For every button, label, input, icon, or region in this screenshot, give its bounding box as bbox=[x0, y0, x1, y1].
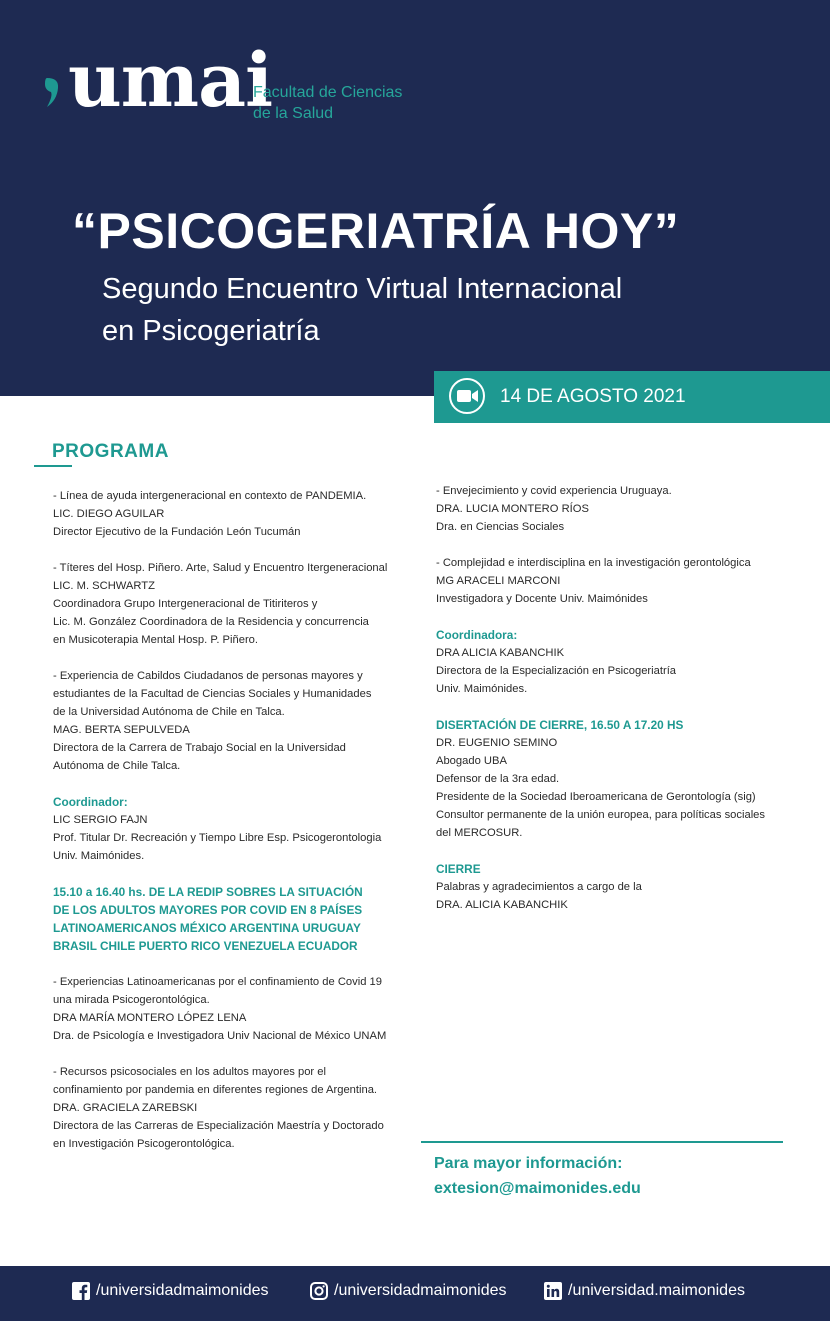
instagram-handle: /universidadmaimonides bbox=[334, 1282, 507, 1299]
program-text-line: una mirada Psicogerontológica. bbox=[53, 994, 210, 1006]
program-text-line: - Títeres del Hosp. Piñero. Arte, Salud y Encuentro Itergeneracional bbox=[53, 562, 388, 574]
program-text-line: DRA ALICIA KABANCHIK bbox=[436, 647, 565, 659]
program-text-line: Consultor permanente de la unión europea, para políticas sociales bbox=[436, 809, 765, 821]
coordinator-block bbox=[53, 793, 423, 865]
program-text-line: LIC. M. SCHWARTZ bbox=[53, 580, 155, 592]
program-text-line: Univ. Maimónides. bbox=[436, 683, 528, 695]
coordinator-heading: Coordinador: bbox=[53, 795, 128, 809]
program-text-line: Lic. M. González Coordinadora de la Residencia y concurrencia bbox=[53, 616, 369, 628]
program-text-line: DRA MARÍA MONTERO LÓPEZ LENA bbox=[53, 1012, 247, 1024]
linkedin-link[interactable] bbox=[544, 1281, 774, 1301]
program-text-line: Prof. Titular Dr. Recreación y Tiempo Libre Esp. Psicogerontologia bbox=[53, 832, 382, 844]
program-text-line: estudiantes de la Facultad de Ciencias Sociales y Humanidades bbox=[53, 688, 372, 700]
contact-label: Para mayor información: bbox=[434, 1155, 623, 1172]
program-text-line: - Envejecimiento y covid experiencia Uruguaya. bbox=[436, 485, 672, 497]
linkedin-icon bbox=[544, 1282, 562, 1300]
program-text-line: de la Universidad Autónoma de Chile en Talca. bbox=[53, 706, 285, 718]
program-text-line: Directora de la Carrera de Trabajo Social en la Universidad bbox=[53, 742, 346, 754]
section-heading-line: BRASIL CHILE PUERTO RICO VENEZUELA ECUADOR bbox=[53, 939, 358, 953]
subtitle-line: Segundo Encuentro Virtual Internacional bbox=[102, 273, 623, 305]
closing-lecture-block bbox=[436, 716, 806, 842]
instagram-icon bbox=[310, 1282, 328, 1300]
program-text-line: DR. EUGENIO SEMINO bbox=[436, 737, 558, 749]
redip-section bbox=[53, 883, 423, 1045]
facebook-link[interactable] bbox=[72, 1281, 292, 1301]
linkedin-handle: /universidad.maimonides bbox=[568, 1282, 745, 1299]
program-text-line: Dra. en Ciencias Sociales bbox=[436, 521, 565, 533]
coordinator-block bbox=[436, 626, 806, 698]
program-text-line: Dra. de Psicología e Investigadora Univ Nacional de México UNAM bbox=[53, 1030, 387, 1042]
section-heading-line: LATINOAMERICANOS MÉXICO ARGENTINA URUGUAY bbox=[53, 921, 361, 935]
program-item bbox=[436, 554, 806, 608]
program-heading: PROGRAMA bbox=[52, 441, 169, 462]
logo-comma-icon bbox=[44, 76, 60, 108]
closing-heading: CIERRE bbox=[436, 862, 481, 876]
program-item bbox=[53, 667, 423, 775]
program-text-line: Autónoma de Chile Talca. bbox=[53, 760, 181, 772]
program-text-line: Abogado UBA bbox=[436, 755, 507, 767]
program-item bbox=[53, 559, 423, 649]
program-text-line: en Musicoterapia Mental Hosp. P. Piñero. bbox=[53, 634, 259, 646]
program-text-line: - Complejidad e interdisciplina en la investigación gerontológica bbox=[436, 557, 751, 569]
program-text-line: Directora de la Especialización en Psicogeriatría bbox=[436, 665, 677, 677]
subtitle-line: en Psicogeriatría bbox=[102, 315, 320, 347]
program-item bbox=[53, 487, 423, 541]
program-text-line: confinamiento por pandemia en diferentes regiones de Argentina. bbox=[53, 1084, 378, 1096]
program-text-line: - Experiencias Latinoamericanas por el confinamiento de Covid 19 bbox=[53, 976, 382, 988]
faculty-line: de la Salud bbox=[253, 105, 334, 122]
coordinator-heading: Coordinadora: bbox=[436, 628, 518, 642]
program-text-line: Presidente de la Sociedad Iberoamericana de Gerontología (sig) bbox=[436, 791, 756, 803]
program-text-line: - Recursos psicosociales en los adultos mayores por el bbox=[53, 1066, 326, 1078]
program-text-line: Univ. Maimónides. bbox=[53, 850, 145, 862]
video-camera-icon bbox=[448, 377, 486, 415]
section-heading-line: DE LOS ADULTOS MAYORES POR COVID EN 8 PAÍSES bbox=[53, 903, 363, 917]
program-text-line: DRA. ALICIA KABANCHIK bbox=[436, 899, 568, 911]
main-title: “PSICOGERIATRÍA HOY” bbox=[72, 203, 680, 259]
program-text-line: Coordinadora Grupo Intergeneracional de Titiriteros y bbox=[53, 598, 318, 610]
program-text-line: - Experiencia de Cabildos Ciudadanos de personas mayores y bbox=[53, 670, 363, 682]
program-column-right bbox=[436, 482, 806, 932]
logo-wordmark: umai bbox=[68, 38, 273, 124]
program-text-line: Investigadora y Docente Univ. Maimónides bbox=[436, 593, 648, 605]
program-text-line: Defensor de la 3ra edad. bbox=[436, 773, 560, 785]
program-text-line: DRA. LUCIA MONTERO RÍOS bbox=[436, 503, 589, 515]
program-text-line: LIC. DIEGO AGUILAR bbox=[53, 508, 165, 520]
program-item bbox=[53, 1063, 423, 1153]
contact-email[interactable]: extesion@maimonides.edu bbox=[434, 1180, 641, 1197]
program-column-left bbox=[53, 487, 423, 1171]
section-heading-line: 15.10 a 16.40 hs. DE LA REDIP SOBRES LA SITUACIÓN bbox=[53, 885, 363, 899]
program-text-line: DRA. GRACIELA ZAREBSKI bbox=[53, 1102, 198, 1114]
program-text-line: MAG. BERTA SEPULVEDA bbox=[53, 724, 190, 736]
program-text-line: LIC SERGIO FAJN bbox=[53, 814, 148, 826]
facebook-handle: /universidadmaimonides bbox=[96, 1282, 269, 1299]
program-text-line: - Línea de ayuda intergeneracional en contexto de PANDEMIA. bbox=[53, 490, 367, 502]
program-heading-underline bbox=[34, 465, 72, 467]
faculty-name bbox=[253, 82, 402, 124]
facebook-icon bbox=[72, 1282, 90, 1300]
closing-block bbox=[436, 860, 806, 914]
instagram-link[interactable] bbox=[310, 1281, 530, 1301]
program-text-line: del MERCOSUR. bbox=[436, 827, 523, 839]
faculty-line: Facultad de Ciencias bbox=[253, 84, 403, 101]
contact-info bbox=[434, 1151, 641, 1201]
program-text-line: MG ARACELI MARCONI bbox=[436, 575, 561, 587]
program-text-line: Director Ejecutivo de la Fundación León Tucumán bbox=[53, 526, 301, 538]
closing-lecture-heading: DISERTACIÓN DE CIERRE, 16.50 A 17.20 HS bbox=[436, 718, 684, 732]
program-text-line: Palabras y agradecimientos a cargo de la bbox=[436, 881, 642, 893]
subtitle bbox=[102, 268, 622, 352]
program-text-line: en Investigación Psicogerontológica. bbox=[53, 1138, 235, 1150]
info-divider bbox=[421, 1141, 783, 1143]
program-text-line: Directora de las Carreras de Especialización Maestría y Doctorado bbox=[53, 1120, 384, 1132]
program-item bbox=[436, 482, 806, 536]
event-date: 14 DE AGOSTO 2021 bbox=[500, 386, 686, 407]
